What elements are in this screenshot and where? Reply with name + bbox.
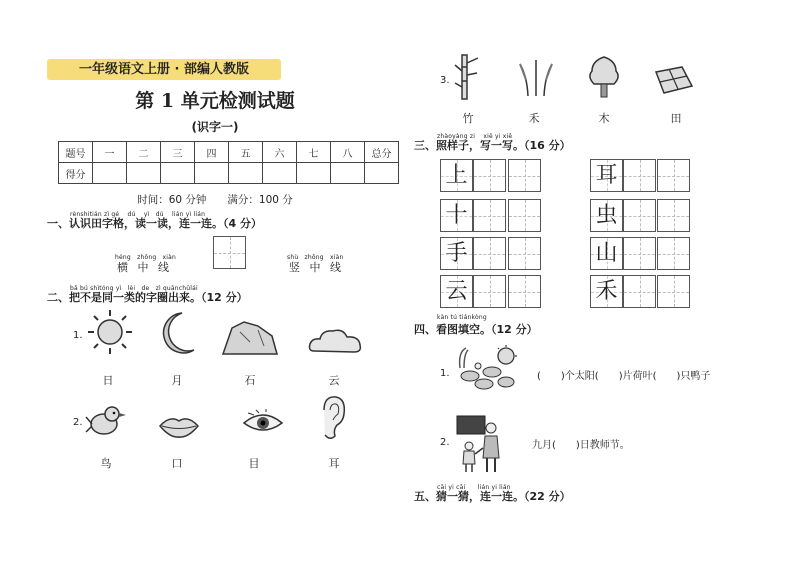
writing-box[interactable]: [508, 159, 541, 192]
cloud-icon: [306, 325, 364, 357]
row1-label[interactable]: 石: [244, 374, 256, 387]
item-a-text[interactable]: 横 中 线: [117, 261, 172, 274]
field-icon: [652, 64, 694, 96]
tree-icon: [586, 55, 622, 99]
score-cell: 五: [229, 142, 263, 163]
row3-label[interactable]: 田: [670, 112, 682, 125]
score-table: [58, 141, 399, 184]
row3-label[interactable]: 木: [598, 112, 610, 125]
q1-fill-blank[interactable]: ( )个太阳( )片荷叶( )只鸭子: [537, 371, 711, 382]
score-cell: 四: [195, 142, 229, 163]
writing-box[interactable]: [623, 237, 656, 270]
model-char: 虫: [590, 199, 623, 232]
section2-pinyin: bǎ bú shìtóng yì lèi de zì quānchūlái: [70, 285, 198, 292]
row1-label[interactable]: 日: [102, 374, 114, 387]
row1-label[interactable]: 云: [328, 374, 340, 387]
score-input-cell[interactable]: [127, 163, 161, 184]
score-cell: 七: [297, 142, 331, 163]
score-input-cell[interactable]: [93, 163, 127, 184]
ear-icon: [316, 394, 348, 442]
q1-number: 1.: [440, 368, 450, 379]
row3-number: 3.: [440, 75, 450, 86]
model-char: 山: [590, 237, 623, 270]
score-input-cell[interactable]: [229, 163, 263, 184]
section1-heading: 一、认识田字格，读一读，连一连。（4 分）: [47, 217, 262, 230]
score-table-header-row: [59, 142, 399, 163]
q2-number: 2.: [440, 437, 450, 448]
rock-icon: [220, 318, 280, 358]
writing-box[interactable]: [473, 237, 506, 270]
item-a-pinyin: héng zhōng xiàn: [115, 254, 177, 261]
score-cell: 三: [161, 142, 195, 163]
section4-heading: 四、看图填空。（12 分）: [414, 323, 538, 336]
grain-icon: [516, 58, 556, 98]
bamboo-icon: [454, 53, 480, 101]
writing-box[interactable]: [623, 275, 656, 308]
score-cell: 八: [331, 142, 365, 163]
score-input-cell[interactable]: [195, 163, 229, 184]
row2-label[interactable]: 目: [248, 457, 260, 470]
score-table-score-row: [59, 163, 399, 184]
score-cell: 二: [127, 142, 161, 163]
writing-box[interactable]: [508, 199, 541, 232]
score-input-cell[interactable]: [365, 163, 399, 184]
row2-number: 2.: [73, 417, 83, 428]
row1-number: 1.: [73, 330, 83, 341]
score-input-cell[interactable]: [161, 163, 195, 184]
moon-icon: [156, 310, 198, 356]
model-char: 禾: [590, 275, 623, 308]
writing-box[interactable]: [657, 159, 690, 192]
writing-box[interactable]: [623, 159, 656, 192]
writing-box[interactable]: [508, 237, 541, 270]
grade-badge: 一年级语文上册 · 部编人教版: [47, 59, 281, 80]
score-cell: 六: [263, 142, 297, 163]
row1-label[interactable]: 月: [171, 374, 183, 387]
tianzige-sample: [213, 236, 246, 269]
row2-label[interactable]: 耳: [328, 457, 340, 470]
lips-icon: [158, 413, 200, 439]
q2-fill-blank[interactable]: 九月( )日教师节。: [532, 440, 630, 451]
sun-icon: [86, 308, 134, 356]
section3-pinyin: zhàoyàng zi xiě yi xiě: [437, 133, 513, 140]
score-cell: 题号: [59, 142, 93, 163]
score-input-cell[interactable]: [331, 163, 365, 184]
score-cell: 一: [93, 142, 127, 163]
model-char: 耳: [590, 159, 623, 192]
section5-heading: 五、猜一猜，连一连。（22 分）: [414, 490, 571, 503]
writing-box[interactable]: [473, 199, 506, 232]
writing-box[interactable]: [473, 275, 506, 308]
score-cell: 总分: [365, 142, 399, 163]
model-char: 云: [440, 275, 473, 308]
score-input-cell[interactable]: [263, 163, 297, 184]
model-char: 十: [440, 199, 473, 232]
teacher-scene-icon: [455, 414, 505, 474]
pond-scene-icon: [454, 344, 520, 390]
section3-heading: 三、照样子，写一写。（16 分）: [414, 139, 571, 152]
item-b-pinyin: shù zhōng xiàn: [287, 254, 344, 261]
writing-box[interactable]: [473, 159, 506, 192]
row2-label[interactable]: 口: [171, 457, 183, 470]
writing-box[interactable]: [508, 275, 541, 308]
item-b-text[interactable]: 竖 中 线: [289, 261, 344, 274]
writing-box[interactable]: [657, 237, 690, 270]
row3-label[interactable]: 禾: [528, 112, 540, 125]
section5-pinyin: cāi yi cāi lián yi lián: [437, 484, 511, 491]
score-cell: 得分: [59, 163, 93, 184]
writing-box[interactable]: [657, 275, 690, 308]
writing-box[interactable]: [623, 199, 656, 232]
row2-label[interactable]: 鸟: [100, 457, 112, 470]
model-char: 手: [440, 237, 473, 270]
model-char: 上: [440, 159, 473, 192]
bird-icon: [84, 402, 128, 442]
writing-box[interactable]: [657, 199, 690, 232]
time-score-line: 时间：60 分钟 满分：100 分: [137, 194, 293, 206]
section2-heading: 二、把不是同一类的字圈出来。（12 分）: [47, 291, 248, 304]
row3-label[interactable]: 竹: [462, 112, 474, 125]
eye-icon: [242, 407, 284, 437]
page-title: 第 1 单元检测试题: [135, 90, 295, 112]
section4-pinyin: kàn tú tiánkòng: [437, 314, 487, 321]
score-input-cell[interactable]: [297, 163, 331, 184]
section1-pinyin: rènshitián zì gé dú yì dú lián yì lián: [70, 211, 206, 218]
page-subtitle: (识字一): [191, 120, 239, 134]
